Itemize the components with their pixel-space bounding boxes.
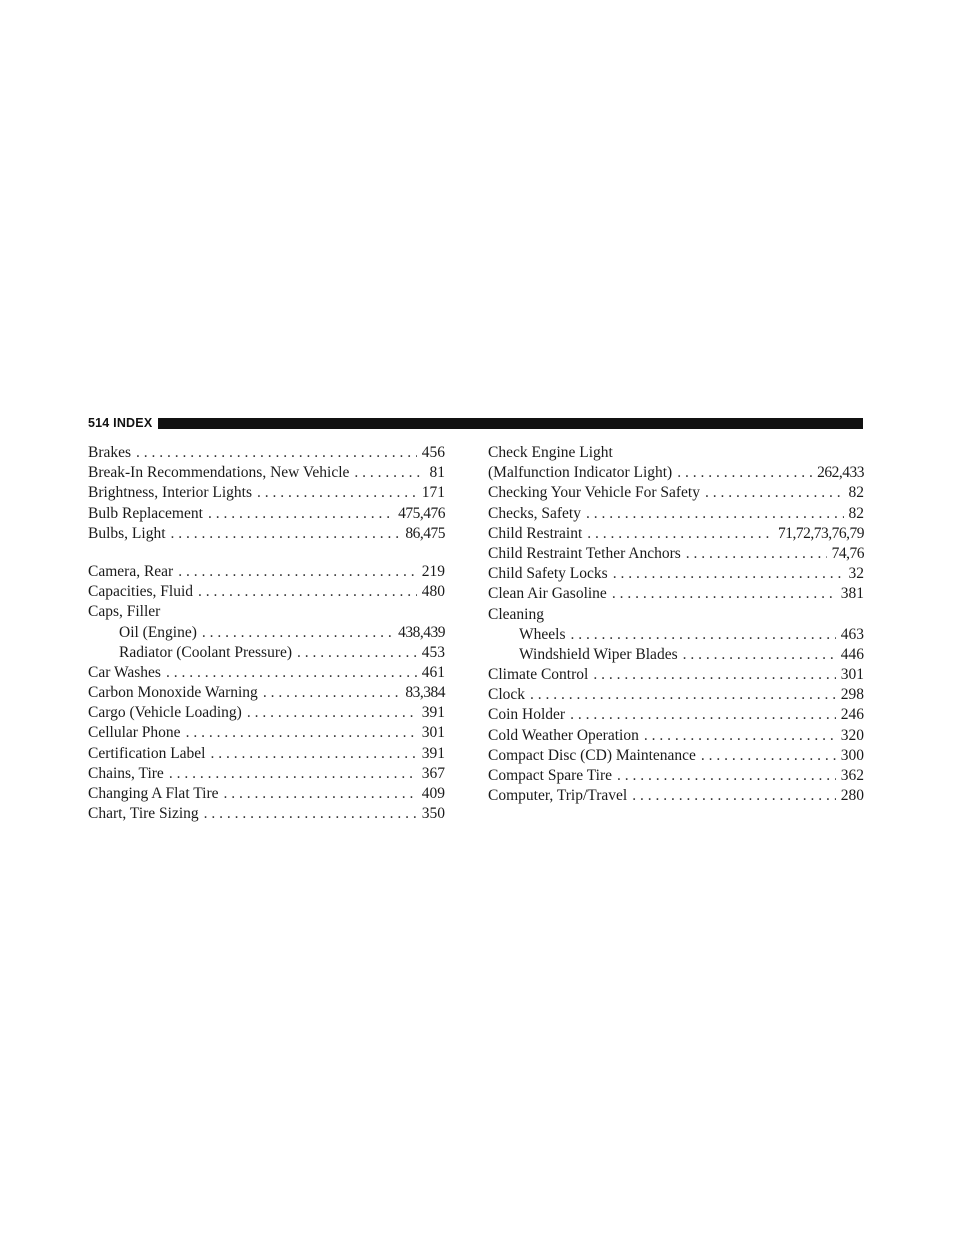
index-term: Capacities, Fluid bbox=[88, 583, 194, 601]
index-term: Compact Disc (CD) Maintenance bbox=[488, 746, 696, 764]
index-term: Bulb Replacement bbox=[88, 504, 203, 522]
index-entry bbox=[488, 504, 864, 524]
index-term: Checking Your Vehicle For Safety bbox=[488, 484, 700, 502]
index-pages: 301 bbox=[421, 724, 445, 742]
index-term: Camera, Rear bbox=[88, 562, 174, 580]
index-entry bbox=[488, 463, 864, 483]
index-heading bbox=[88, 602, 445, 622]
index-term: Oil (Engine) bbox=[119, 623, 197, 641]
index-pages: 391 bbox=[421, 744, 445, 762]
index-entry bbox=[488, 564, 864, 584]
index-pages: 480 bbox=[421, 583, 445, 601]
dot-leader bbox=[198, 582, 417, 602]
index-column-left bbox=[88, 443, 445, 824]
index-subentry bbox=[488, 625, 864, 645]
index-pages: 81 bbox=[429, 464, 445, 482]
index-entry bbox=[88, 663, 445, 683]
index-term: Carbon Monoxide Warning bbox=[88, 684, 258, 702]
index-entry bbox=[88, 562, 445, 582]
page-header bbox=[88, 415, 863, 431]
index-subentry bbox=[88, 623, 445, 643]
index-term: Coin Holder bbox=[488, 706, 566, 724]
index-term: Changing A Flat Tire bbox=[88, 785, 219, 802]
index-entry bbox=[488, 766, 864, 786]
index-term: Caps, Filler bbox=[88, 603, 161, 621]
dot-leader bbox=[686, 544, 827, 564]
index-term: Bulbs, Light bbox=[88, 524, 166, 542]
index-term: Child Safety Locks bbox=[488, 565, 608, 583]
dot-leader bbox=[171, 524, 401, 544]
index-pages: 82 bbox=[848, 484, 864, 502]
index-term: Compact Spare Tire bbox=[488, 767, 612, 784]
dot-leader bbox=[169, 764, 417, 784]
dot-leader bbox=[644, 726, 836, 746]
index-entry bbox=[88, 504, 445, 524]
index-pages: 409 bbox=[421, 785, 445, 802]
dot-leader bbox=[593, 665, 835, 685]
index-term: Car Washes bbox=[88, 663, 161, 681]
index-column-right bbox=[488, 443, 864, 806]
index-pages: 86,475 bbox=[405, 524, 445, 542]
dot-leader bbox=[570, 625, 835, 645]
index-entry bbox=[88, 784, 445, 804]
index-term: Certification Label bbox=[88, 744, 206, 762]
section-title: INDEX bbox=[113, 416, 153, 430]
index-term: Wheels bbox=[519, 625, 566, 643]
index-pages: 456 bbox=[421, 444, 445, 461]
index-term: Radiator (Coolant Pressure) bbox=[119, 643, 293, 661]
index-entry bbox=[88, 703, 445, 723]
index-pages: 280 bbox=[840, 787, 864, 805]
dot-leader bbox=[186, 723, 417, 743]
index-entry bbox=[488, 726, 864, 746]
index-term: Cargo (Vehicle Loading) bbox=[88, 704, 242, 722]
index-pages: 453 bbox=[421, 643, 445, 661]
dot-leader bbox=[586, 504, 844, 524]
header-rule bbox=[158, 418, 863, 429]
index-term: Clock bbox=[488, 686, 526, 704]
index-pages: 74,76 bbox=[831, 544, 864, 562]
index-entry bbox=[88, 582, 445, 602]
index-entry bbox=[88, 723, 445, 743]
index-term: Brightness, Interior Lights bbox=[88, 484, 253, 502]
index-term: (Malfunction Indicator Light) bbox=[488, 464, 673, 482]
index-pages: 82 bbox=[848, 504, 864, 522]
page-number: 514 bbox=[88, 416, 110, 430]
index-pages: 298 bbox=[840, 686, 864, 704]
index-term: Clean Air Gasoline bbox=[488, 585, 607, 603]
index-pages: 461 bbox=[421, 663, 445, 681]
index-entry bbox=[88, 443, 445, 463]
index-entry bbox=[488, 483, 864, 503]
index-pages: 301 bbox=[840, 666, 864, 684]
index-entry bbox=[488, 544, 864, 564]
index-pages: 362 bbox=[840, 767, 864, 784]
index-pages: 71,72,73,76,79 bbox=[778, 524, 864, 542]
index-entry bbox=[88, 483, 445, 503]
dot-leader bbox=[587, 524, 773, 544]
index-term: Windshield Wiper Blades bbox=[519, 645, 678, 663]
index-pages: 219 bbox=[421, 562, 445, 580]
index-pages: 350 bbox=[421, 805, 445, 823]
index-term: Brakes bbox=[88, 444, 132, 461]
index-term: Chart, Tire Sizing bbox=[88, 805, 199, 823]
index-heading bbox=[488, 605, 864, 625]
index-term: Check Engine Light bbox=[488, 444, 613, 461]
index-entry bbox=[88, 804, 445, 824]
index-entry bbox=[488, 786, 864, 806]
dot-leader bbox=[204, 804, 417, 824]
index-entry bbox=[488, 584, 864, 604]
dot-leader bbox=[263, 683, 401, 703]
dot-leader bbox=[612, 584, 836, 604]
index-term: Child Restraint Tether Anchors bbox=[488, 544, 681, 562]
dot-leader bbox=[257, 483, 417, 503]
index-entry bbox=[488, 665, 864, 685]
dot-leader bbox=[354, 463, 424, 483]
index-heading bbox=[488, 443, 864, 463]
index-entry bbox=[488, 746, 864, 766]
dot-leader bbox=[701, 746, 836, 766]
index-entry bbox=[488, 685, 864, 705]
index-entry bbox=[88, 463, 445, 483]
index-pages: 32 bbox=[848, 565, 864, 583]
index-term: Climate Control bbox=[488, 666, 589, 684]
index-subentry bbox=[488, 645, 864, 665]
index-pages: 446 bbox=[840, 645, 864, 663]
index-entry bbox=[88, 683, 445, 703]
index-pages: 463 bbox=[840, 625, 864, 643]
dot-leader bbox=[613, 564, 844, 584]
dot-leader bbox=[208, 504, 393, 524]
index-entry bbox=[88, 744, 445, 764]
group-gap bbox=[88, 544, 445, 562]
index-pages: 246 bbox=[840, 706, 864, 724]
dot-leader bbox=[570, 705, 836, 725]
index-pages: 171 bbox=[421, 484, 445, 502]
index-pages: 391 bbox=[421, 704, 445, 722]
dot-leader bbox=[617, 766, 836, 786]
index-pages: 367 bbox=[421, 764, 445, 782]
index-term: Break-In Recommendations, New Vehicle bbox=[88, 464, 350, 482]
index-entry bbox=[488, 524, 864, 544]
header-label bbox=[88, 416, 152, 430]
index-entry bbox=[488, 705, 864, 725]
index-term: Cold Weather Operation bbox=[488, 726, 639, 744]
index-pages: 475,476 bbox=[398, 504, 445, 522]
index-term: Chains, Tire bbox=[88, 764, 164, 782]
dot-leader bbox=[677, 463, 812, 483]
dot-leader bbox=[297, 643, 417, 663]
index-entry bbox=[88, 524, 445, 544]
index-pages: 262,433 bbox=[817, 464, 864, 482]
index-subentry bbox=[88, 643, 445, 663]
index-term: Computer, Trip/Travel bbox=[488, 787, 628, 805]
dot-leader bbox=[224, 784, 417, 804]
dot-leader bbox=[178, 562, 417, 582]
dot-leader bbox=[705, 483, 844, 503]
dot-leader bbox=[166, 663, 417, 683]
dot-leader bbox=[136, 443, 417, 463]
dot-leader bbox=[211, 744, 417, 764]
index-term: Child Restraint bbox=[488, 524, 583, 542]
dot-leader bbox=[247, 703, 417, 723]
index-pages: 300 bbox=[840, 746, 864, 764]
index-term: Checks, Safety bbox=[488, 504, 581, 522]
index-term: Cellular Phone bbox=[88, 724, 181, 742]
dot-leader bbox=[202, 623, 393, 643]
index-pages: 83,384 bbox=[405, 684, 445, 702]
index-pages: 438,439 bbox=[398, 623, 445, 641]
dot-leader bbox=[632, 786, 836, 806]
index-pages: 381 bbox=[840, 585, 864, 603]
index-term: Cleaning bbox=[488, 605, 544, 623]
index-entry bbox=[88, 764, 445, 784]
dot-leader bbox=[530, 685, 836, 705]
index-pages: 320 bbox=[840, 726, 864, 744]
dot-leader bbox=[683, 645, 836, 665]
